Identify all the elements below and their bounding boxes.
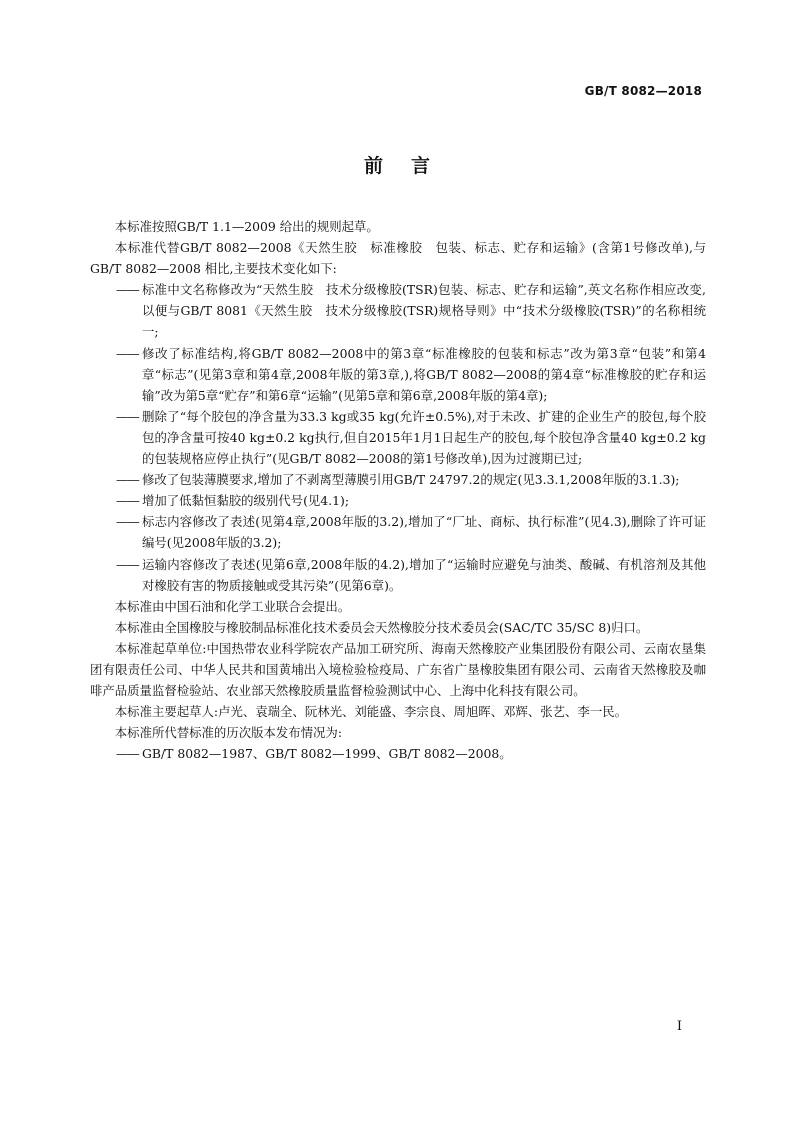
- page-number: I: [676, 1019, 682, 1034]
- paragraph-centralized-by: 本标准由全国橡胶与橡胶制品标准化技术委员会天然橡胶分技术委员会(SAC/TC 35/SC 8)归口。: [114, 619, 649, 635]
- page-title: 前言: [363, 155, 458, 177]
- dash-marker: ——: [116, 408, 139, 424]
- dash-marker: ——: [116, 472, 139, 488]
- paragraph-proposed-by: 本标准由中国石油和化学工业联合会提出。: [114, 598, 351, 614]
- list-item-text: 修改了标准结构,将GB/T 8082—2008中的第3章“标准橡胶的包装和标志”改为第3章“包装”和第4章“标志”(见第3章和第4章,2008年版的第3章,),将GB/T 8082—2008的第4章“标准橡胶的贮存和运输”改为第5章“贮存”和第6章“运输”(见第5章和第6章,2008年版的第4章);: [142, 345, 706, 403]
- dash-marker: ——: [116, 556, 139, 572]
- list-item-text: 增加了低黏恒黏胶的级别代号(见4.1);: [142, 493, 350, 509]
- list-item-text: 标志内容修改了表述(见第4章,2008年版的3.2),增加了“厂址、商标、执行标准”(见4.3),删除了许可证编号(见2008年版的3.2);: [142, 514, 706, 551]
- history-text: GB/T 8082—1987、GB/T 8082—1999、GB/T 8082—2008。: [142, 746, 512, 762]
- changes-list: [90, 279, 706, 595]
- list-item: [90, 406, 706, 469]
- history-item: [90, 743, 706, 764]
- paragraph-drafters: 本标准主要起草人:卢光、袁瑞全、阮林光、刘能盛、李宗良、周旭晖、邓辉、张艺、李一民。: [114, 704, 627, 720]
- dash-marker: ——: [116, 746, 139, 762]
- paragraph-history-intro: 本标准所代替标准的历次版本发布情况为:: [114, 725, 343, 741]
- paragraph-drafting-units: 本标准起草单位:中国热带农业科学院农产品加工研究所、海南天然橡胶产业集团股份有限公司、云南农垦集团有限责任公司、中华人民共和国黄埔出入境检验检疫局、广东省广垦橡胶集团有限公司、云南省天然橡胶及咖啡产品质量监督检验站、农业部天然橡胶质量监督检验测试中心、上海中化科技有限公司。: [90, 640, 706, 699]
- list-item: [90, 279, 706, 342]
- dash-marker: ——: [116, 514, 139, 530]
- paragraph-drafting-rules: 本标准按照GB/T 1.1—2009 给出的规则起草。: [114, 219, 379, 234]
- list-item-text: 修改了包装薄膜要求,增加了不剥离型薄膜引用GB/T 24797.2的规定(见3.3.1,2008年版的3.1.3);: [142, 472, 680, 488]
- standard-code: GB/T 8082—2018: [584, 84, 702, 98]
- dash-marker: ——: [116, 345, 139, 361]
- dash-marker: ——: [116, 282, 139, 298]
- dash-marker: ——: [116, 493, 139, 509]
- list-item: [90, 469, 706, 490]
- list-item-text: 标准中文名称修改为“天然生胶 技术分级橡胶(TSR)包装、标志、贮存和运输”,英文名称作相应改变,以便与GB/T 8081《天然生胶 技术分级橡胶(TSR)规格导则》中“技术分级橡胶(TSR)”的名称相统一;: [142, 282, 706, 340]
- list-item: [90, 554, 706, 596]
- list-item: [90, 343, 706, 406]
- list-item: [90, 511, 706, 553]
- list-item-text: 运输内容修改了表述(见第6章,2008年版的4.2),增加了“运输时应避免与油类、酸碱、有机溶剂及其他对橡胶有害的物质接触或受其污染”(见第6章)。: [142, 556, 706, 593]
- list-item: [90, 490, 706, 511]
- paragraph-replaces: 本标准代替GB/T 8082—2008《天然生胶 标准橡胶 包装、标志、贮存和运输》(含第1号修改单),与GB/T 8082—2008 相比,主要技术变化如下:: [90, 240, 706, 277]
- document-body: [90, 216, 706, 764]
- list-item-text: 删除了“每个胶包的净含量为33.3 kg或35 kg(允许±0.5%),对于未改、扩建的企业生产的胶包,每个胶包的净含量可按40 kg±0.2 kg执行,但自2015年1月1日起生产的胶包,每个胶包净含量40 kg±0.2 kg的包装规格应停止执行”(见GB/T 8082—2008的第1号修改单),因为过渡期已过;: [142, 408, 706, 467]
